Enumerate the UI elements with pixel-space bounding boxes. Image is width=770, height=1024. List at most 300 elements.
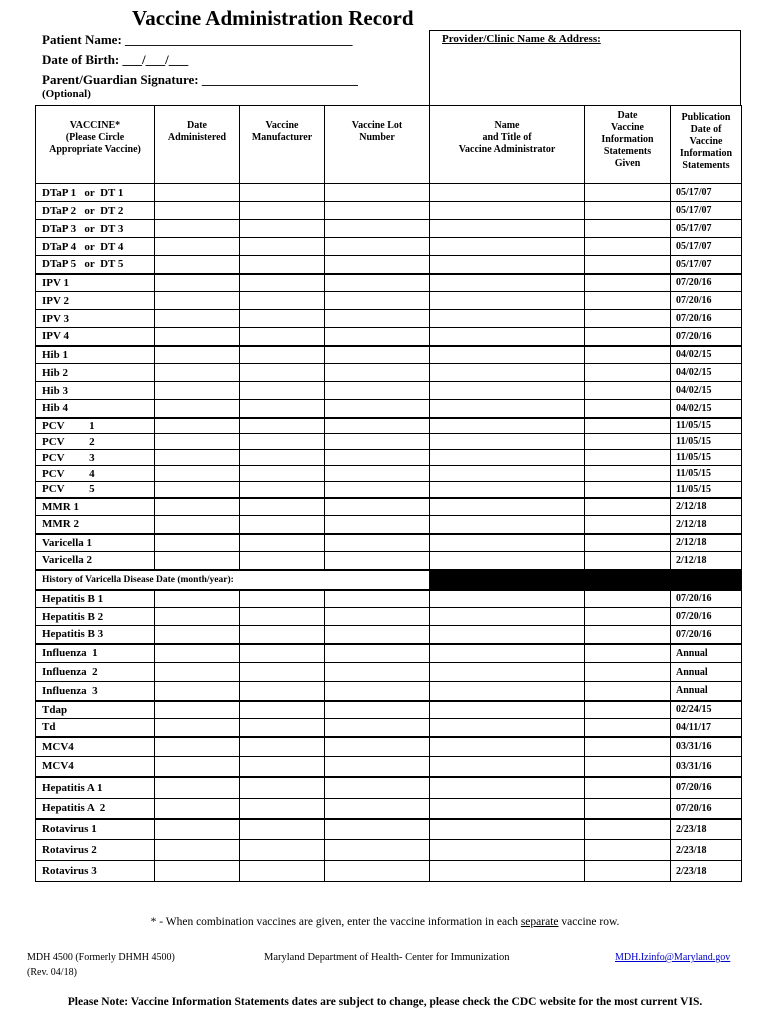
col-header-administrator: Name and Title of Vaccine Administrator bbox=[430, 106, 585, 184]
table-row bbox=[36, 418, 742, 434]
manufacturer-input-cell[interactable] bbox=[240, 682, 325, 701]
lot-number-input-cell[interactable] bbox=[325, 719, 430, 737]
table-row bbox=[36, 450, 742, 466]
vis-given-input-cell[interactable] bbox=[585, 626, 671, 644]
vis-given-input-cell[interactable] bbox=[585, 840, 671, 861]
lot-number-input-cell[interactable] bbox=[325, 590, 430, 608]
manufacturer-input-cell[interactable] bbox=[240, 400, 325, 418]
administrator-input-cell[interactable] bbox=[430, 682, 585, 701]
lot-number-input-cell[interactable] bbox=[325, 861, 430, 882]
manufacturer-input-cell[interactable] bbox=[240, 466, 325, 482]
administrator-input-cell[interactable] bbox=[430, 590, 585, 608]
col-header-publication-date: Publication Date of Vaccine Information Statements bbox=[671, 106, 742, 184]
manufacturer-input-cell[interactable] bbox=[240, 364, 325, 382]
vis-given-input-cell[interactable] bbox=[585, 819, 671, 840]
lot-number-input-cell[interactable] bbox=[325, 498, 430, 516]
vaccine-name-cell: PCV 2 bbox=[36, 434, 155, 450]
administrator-input-cell[interactable] bbox=[430, 220, 585, 238]
vaccine-name-cell: DTaP 4 or DT 4 bbox=[36, 238, 155, 256]
lot-number-input-cell[interactable] bbox=[325, 608, 430, 626]
administrator-input-cell[interactable] bbox=[430, 450, 585, 466]
vis-given-input-cell[interactable] bbox=[585, 682, 671, 701]
date-administered-input-cell[interactable] bbox=[155, 274, 240, 292]
vaccine-name-cell: Hib 1 bbox=[36, 346, 155, 364]
date-administered-input-cell[interactable] bbox=[155, 450, 240, 466]
administrator-input-cell[interactable] bbox=[430, 400, 585, 418]
date-administered-input-cell[interactable] bbox=[155, 466, 240, 482]
lot-number-input-cell[interactable] bbox=[325, 434, 430, 450]
lot-number-input-cell[interactable] bbox=[325, 534, 430, 552]
administrator-input-cell[interactable] bbox=[430, 482, 585, 498]
administrator-input-cell[interactable] bbox=[430, 840, 585, 861]
vis-given-input-cell[interactable] bbox=[585, 534, 671, 552]
vaccine-name-cell: Td bbox=[36, 719, 155, 737]
date-administered-input-cell[interactable] bbox=[155, 418, 240, 434]
lot-number-input-cell[interactable] bbox=[325, 346, 430, 364]
blocked-cell-vis-given bbox=[585, 570, 671, 590]
vaccine-name-cell: MMR 1 bbox=[36, 498, 155, 516]
table-row bbox=[36, 608, 742, 626]
manufacturer-input-cell[interactable] bbox=[240, 450, 325, 466]
vis-given-input-cell[interactable] bbox=[585, 434, 671, 450]
vis-given-input-cell[interactable] bbox=[585, 608, 671, 626]
manufacturer-input-cell[interactable] bbox=[240, 310, 325, 328]
table-row bbox=[36, 238, 742, 256]
publication-date-cell: 07/20/16 bbox=[671, 626, 742, 644]
manufacturer-input-cell[interactable] bbox=[240, 777, 325, 799]
col-header-date-administered: Date Administered bbox=[155, 106, 240, 184]
manufacturer-input-cell[interactable] bbox=[240, 644, 325, 663]
lot-number-input-cell[interactable] bbox=[325, 701, 430, 719]
publication-date-cell: 11/05/15 bbox=[671, 434, 742, 450]
lot-number-input-cell[interactable] bbox=[325, 418, 430, 434]
manufacturer-input-cell[interactable] bbox=[240, 663, 325, 682]
lot-number-input-cell[interactable] bbox=[325, 364, 430, 382]
lot-number-input-cell[interactable] bbox=[325, 552, 430, 570]
publication-date-cell: 07/20/16 bbox=[671, 292, 742, 310]
lot-number-input-cell[interactable] bbox=[325, 777, 430, 799]
date-administered-input-cell[interactable] bbox=[155, 328, 240, 346]
lot-number-input-cell[interactable] bbox=[325, 482, 430, 498]
manufacturer-input-cell[interactable] bbox=[240, 220, 325, 238]
vis-given-input-cell[interactable] bbox=[585, 202, 671, 220]
administrator-input-cell[interactable] bbox=[430, 256, 585, 274]
patient-name-field[interactable]: Patient Name: ___________________________________ bbox=[42, 32, 353, 47]
publication-date-cell: 2/23/18 bbox=[671, 840, 742, 861]
vaccine-name-cell: IPV 4 bbox=[36, 328, 155, 346]
vis-given-input-cell[interactable] bbox=[585, 701, 671, 719]
vaccine-name-cell: Varicella 2 bbox=[36, 552, 155, 570]
lot-number-input-cell[interactable] bbox=[325, 274, 430, 292]
manufacturer-input-cell[interactable] bbox=[240, 434, 325, 450]
lot-number-input-cell[interactable] bbox=[325, 292, 430, 310]
date-administered-input-cell[interactable] bbox=[155, 256, 240, 274]
vis-given-input-cell[interactable] bbox=[585, 274, 671, 292]
administrator-input-cell[interactable] bbox=[430, 498, 585, 516]
vis-given-input-cell[interactable] bbox=[585, 238, 671, 256]
manufacturer-input-cell[interactable] bbox=[240, 840, 325, 861]
lot-number-input-cell[interactable] bbox=[325, 644, 430, 663]
table-row bbox=[36, 682, 742, 701]
blocked-cell-administrator bbox=[430, 570, 585, 590]
vis-disclaimer: Please Note: Vaccine Information Statements dates are subject to change, please check the CDC website for the most current VIS. bbox=[67, 996, 703, 1008]
vaccine-name-cell: Hib 2 bbox=[36, 364, 155, 382]
provider-label: Provider/Clinic Name & Address: bbox=[442, 33, 601, 45]
vaccine-name-cell: Hepatitis B 3 bbox=[36, 626, 155, 644]
vis-given-input-cell[interactable] bbox=[585, 466, 671, 482]
date-administered-input-cell[interactable] bbox=[155, 534, 240, 552]
vis-given-input-cell[interactable] bbox=[585, 516, 671, 534]
manufacturer-input-cell[interactable] bbox=[240, 274, 325, 292]
table-row bbox=[36, 274, 742, 292]
lot-number-input-cell[interactable] bbox=[325, 840, 430, 861]
lot-number-input-cell[interactable] bbox=[325, 799, 430, 819]
publication-date-cell: 07/20/16 bbox=[671, 310, 742, 328]
vaccine-name-cell: Rotavirus 3 bbox=[36, 861, 155, 882]
administrator-input-cell[interactable] bbox=[430, 608, 585, 626]
lot-number-input-cell[interactable] bbox=[325, 663, 430, 682]
vaccine-name-cell: PCV 1 bbox=[36, 418, 155, 434]
date-administered-input-cell[interactable] bbox=[155, 682, 240, 701]
administrator-input-cell[interactable] bbox=[430, 364, 585, 382]
date-administered-input-cell[interactable] bbox=[155, 184, 240, 202]
manufacturer-input-cell[interactable] bbox=[240, 552, 325, 570]
administrator-input-cell[interactable] bbox=[430, 202, 585, 220]
contact-email-link[interactable]: MDH.Izinfo@Maryland.gov bbox=[615, 952, 731, 963]
lot-number-input-cell[interactable] bbox=[325, 450, 430, 466]
vaccine-name-cell: Rotavirus 2 bbox=[36, 840, 155, 861]
col-header-manufacturer: Vaccine Manufacturer bbox=[240, 106, 325, 184]
date-administered-input-cell[interactable] bbox=[155, 757, 240, 777]
date-administered-input-cell[interactable] bbox=[155, 840, 240, 861]
table-row bbox=[36, 819, 742, 840]
manufacturer-input-cell[interactable] bbox=[240, 861, 325, 882]
publication-date-cell: 07/20/16 bbox=[671, 608, 742, 626]
manufacturer-input-cell[interactable] bbox=[240, 482, 325, 498]
vaccine-name-cell: PCV 5 bbox=[36, 482, 155, 498]
vis-given-input-cell[interactable] bbox=[585, 757, 671, 777]
publication-date-cell: 11/05/15 bbox=[671, 450, 742, 466]
col-header-vis-given: Date Vaccine Information Statements Given bbox=[585, 106, 671, 184]
date-administered-input-cell[interactable] bbox=[155, 701, 240, 719]
publication-date-cell: 04/11/17 bbox=[671, 719, 742, 737]
publication-date-cell: 11/05/15 bbox=[671, 482, 742, 498]
administrator-input-cell[interactable] bbox=[430, 274, 585, 292]
lot-number-input-cell[interactable] bbox=[325, 184, 430, 202]
publication-date-cell: 2/12/18 bbox=[671, 498, 742, 516]
administrator-input-cell[interactable] bbox=[430, 382, 585, 400]
manufacturer-input-cell[interactable] bbox=[240, 737, 325, 757]
col-header-vaccine: VACCINE* (Please Circle Appropriate Vaccine) bbox=[36, 106, 155, 184]
vis-given-input-cell[interactable] bbox=[585, 644, 671, 663]
vis-given-input-cell[interactable] bbox=[585, 418, 671, 434]
vis-given-input-cell[interactable] bbox=[585, 346, 671, 364]
publication-date-cell: 03/31/16 bbox=[671, 757, 742, 777]
lot-number-input-cell[interactable] bbox=[325, 737, 430, 757]
administrator-input-cell[interactable] bbox=[430, 799, 585, 819]
vis-given-input-cell[interactable] bbox=[585, 364, 671, 382]
vis-given-input-cell[interactable] bbox=[585, 737, 671, 757]
vis-given-input-cell[interactable] bbox=[585, 552, 671, 570]
publication-date-cell: Annual bbox=[671, 644, 742, 663]
date-administered-input-cell[interactable] bbox=[155, 644, 240, 663]
administrator-input-cell[interactable] bbox=[430, 737, 585, 757]
manufacturer-input-cell[interactable] bbox=[240, 534, 325, 552]
department-name: Maryland Department of Health- Center for Immunization bbox=[264, 952, 510, 963]
publication-date-cell: 07/20/16 bbox=[671, 777, 742, 799]
vis-given-input-cell[interactable] bbox=[585, 256, 671, 274]
administrator-input-cell[interactable] bbox=[430, 626, 585, 644]
table-row bbox=[36, 799, 742, 819]
manufacturer-input-cell[interactable] bbox=[240, 292, 325, 310]
date-administered-input-cell[interactable] bbox=[155, 626, 240, 644]
separate-emphasis: separate bbox=[520, 916, 559, 928]
lot-number-input-cell[interactable] bbox=[325, 256, 430, 274]
page-title: Vaccine Administration Record bbox=[132, 6, 414, 30]
manufacturer-input-cell[interactable] bbox=[240, 346, 325, 364]
publication-date-cell: 2/23/18 bbox=[671, 819, 742, 840]
lot-number-input-cell[interactable] bbox=[325, 466, 430, 482]
lot-number-input-cell[interactable] bbox=[325, 682, 430, 701]
administrator-input-cell[interactable] bbox=[430, 757, 585, 777]
table-row bbox=[36, 861, 742, 882]
administrator-input-cell[interactable] bbox=[430, 292, 585, 310]
publication-date-cell: 03/31/16 bbox=[671, 737, 742, 757]
lot-number-input-cell[interactable] bbox=[325, 238, 430, 256]
date-administered-input-cell[interactable] bbox=[155, 482, 240, 498]
administrator-input-cell[interactable] bbox=[430, 861, 585, 882]
table-row bbox=[36, 466, 742, 482]
table-row bbox=[36, 400, 742, 418]
table-row bbox=[36, 552, 742, 570]
date-administered-input-cell[interactable] bbox=[155, 608, 240, 626]
vaccine-name-cell: Hepatitis B 2 bbox=[36, 608, 155, 626]
manufacturer-input-cell[interactable] bbox=[240, 719, 325, 737]
publication-date-cell: 04/02/15 bbox=[671, 364, 742, 382]
date-administered-input-cell[interactable] bbox=[155, 719, 240, 737]
table-row bbox=[36, 202, 742, 220]
administrator-input-cell[interactable] bbox=[430, 466, 585, 482]
publication-date-cell: 02/24/15 bbox=[671, 701, 742, 719]
blocked-cell-publication bbox=[671, 570, 742, 590]
table-header-row bbox=[36, 106, 742, 184]
table-row bbox=[36, 719, 742, 737]
publication-date-cell: Annual bbox=[671, 682, 742, 701]
manufacturer-input-cell[interactable] bbox=[240, 516, 325, 534]
vaccine-name-cell: MMR 2 bbox=[36, 516, 155, 534]
manufacturer-input-cell[interactable] bbox=[240, 701, 325, 719]
manufacturer-input-cell[interactable] bbox=[240, 590, 325, 608]
vis-given-input-cell[interactable] bbox=[585, 220, 671, 238]
table-row bbox=[36, 382, 742, 400]
varicella-history-field[interactable]: History of Varicella Disease Date (month/year): bbox=[36, 570, 430, 590]
vaccine-name-cell: Tdap bbox=[36, 701, 155, 719]
date-administered-input-cell[interactable] bbox=[155, 777, 240, 799]
vis-given-input-cell[interactable] bbox=[585, 184, 671, 202]
vis-given-input-cell[interactable] bbox=[585, 799, 671, 819]
vaccine-name-cell: Hepatitis B 1 bbox=[36, 590, 155, 608]
administrator-input-cell[interactable] bbox=[430, 310, 585, 328]
manufacturer-input-cell[interactable] bbox=[240, 256, 325, 274]
publication-date-cell: Annual bbox=[671, 663, 742, 682]
vaccine-name-cell: MCV4 bbox=[36, 737, 155, 757]
vaccine-name-cell: Rotavirus 1 bbox=[36, 819, 155, 840]
vaccine-name-cell: PCV 4 bbox=[36, 466, 155, 482]
date-administered-input-cell[interactable] bbox=[155, 346, 240, 364]
lot-number-input-cell[interactable] bbox=[325, 202, 430, 220]
vis-given-input-cell[interactable] bbox=[585, 719, 671, 737]
administrator-input-cell[interactable] bbox=[430, 346, 585, 364]
publication-date-cell: 05/17/07 bbox=[671, 256, 742, 274]
lot-number-input-cell[interactable] bbox=[325, 626, 430, 644]
guardian-signature-field[interactable]: Parent/Guardian Signature: ________________________ bbox=[42, 72, 358, 87]
lot-number-input-cell[interactable] bbox=[325, 819, 430, 840]
table-row bbox=[36, 292, 742, 310]
publication-date-cell: 2/12/18 bbox=[671, 534, 742, 552]
date-administered-input-cell[interactable] bbox=[155, 663, 240, 682]
publication-date-cell: 04/02/15 bbox=[671, 346, 742, 364]
publication-date-cell: 07/20/16 bbox=[671, 799, 742, 819]
publication-date-cell: 07/20/16 bbox=[671, 274, 742, 292]
vis-given-input-cell[interactable] bbox=[585, 777, 671, 799]
table-row bbox=[36, 626, 742, 644]
date-administered-input-cell[interactable] bbox=[155, 799, 240, 819]
administrator-input-cell[interactable] bbox=[430, 819, 585, 840]
vaccine-name-cell: Hepatitis A 2 bbox=[36, 799, 155, 819]
manufacturer-input-cell[interactable] bbox=[240, 202, 325, 220]
date-administered-input-cell[interactable] bbox=[155, 220, 240, 238]
vaccine-name-cell: Influenza 3 bbox=[36, 682, 155, 701]
administrator-input-cell[interactable] bbox=[430, 418, 585, 434]
vis-given-input-cell[interactable] bbox=[585, 400, 671, 418]
vaccine-name-cell: Varicella 1 bbox=[36, 534, 155, 552]
vis-given-input-cell[interactable] bbox=[585, 328, 671, 346]
vis-given-input-cell[interactable] bbox=[585, 663, 671, 682]
vaccine-name-cell: IPV 3 bbox=[36, 310, 155, 328]
date-administered-input-cell[interactable] bbox=[155, 434, 240, 450]
table-row bbox=[36, 663, 742, 682]
vis-given-input-cell[interactable] bbox=[585, 498, 671, 516]
manufacturer-input-cell[interactable] bbox=[240, 626, 325, 644]
vaccine-name-cell: DTaP 1 or DT 1 bbox=[36, 184, 155, 202]
publication-date-cell: 11/05/15 bbox=[671, 466, 742, 482]
administrator-input-cell[interactable] bbox=[430, 663, 585, 682]
table-row bbox=[36, 498, 742, 516]
vis-given-input-cell[interactable] bbox=[585, 382, 671, 400]
date-administered-input-cell[interactable] bbox=[155, 590, 240, 608]
publication-date-cell: 2/12/18 bbox=[671, 552, 742, 570]
vis-given-input-cell[interactable] bbox=[585, 450, 671, 466]
table-row bbox=[36, 534, 742, 552]
vaccine-name-cell: IPV 1 bbox=[36, 274, 155, 292]
administrator-input-cell[interactable] bbox=[430, 644, 585, 663]
date-administered-input-cell[interactable] bbox=[155, 202, 240, 220]
lot-number-input-cell[interactable] bbox=[325, 328, 430, 346]
table-row bbox=[36, 310, 742, 328]
administrator-input-cell[interactable] bbox=[430, 328, 585, 346]
manufacturer-input-cell[interactable] bbox=[240, 184, 325, 202]
manufacturer-input-cell[interactable] bbox=[240, 498, 325, 516]
lot-number-input-cell[interactable] bbox=[325, 400, 430, 418]
vis-given-input-cell[interactable] bbox=[585, 482, 671, 498]
vaccine-name-cell: Influenza 1 bbox=[36, 644, 155, 663]
date-administered-input-cell[interactable] bbox=[155, 737, 240, 757]
optional-label: (Optional) bbox=[42, 88, 91, 100]
table-row bbox=[36, 328, 742, 346]
table-row bbox=[36, 220, 742, 238]
administrator-input-cell[interactable] bbox=[430, 238, 585, 256]
date-administered-input-cell[interactable] bbox=[155, 310, 240, 328]
vis-given-input-cell[interactable] bbox=[585, 590, 671, 608]
date-administered-input-cell[interactable] bbox=[155, 364, 240, 382]
administrator-input-cell[interactable] bbox=[430, 534, 585, 552]
publication-date-cell: 05/17/07 bbox=[671, 238, 742, 256]
col-header-lot-number: Vaccine Lot Number bbox=[325, 106, 430, 184]
lot-number-input-cell[interactable] bbox=[325, 516, 430, 534]
varicella-history-row bbox=[36, 570, 742, 590]
date-administered-input-cell[interactable] bbox=[155, 382, 240, 400]
publication-date-cell: 04/02/15 bbox=[671, 382, 742, 400]
combination-vaccine-note: * - When combination vaccines are given, enter the vaccine information in each separate vaccine row. bbox=[150, 916, 620, 928]
table-row bbox=[36, 840, 742, 861]
lot-number-input-cell[interactable] bbox=[325, 382, 430, 400]
manufacturer-input-cell[interactable] bbox=[240, 238, 325, 256]
administrator-input-cell[interactable] bbox=[430, 719, 585, 737]
publication-date-cell: 07/20/16 bbox=[671, 590, 742, 608]
date-administered-input-cell[interactable] bbox=[155, 819, 240, 840]
table-row bbox=[36, 346, 742, 364]
table-row bbox=[36, 737, 742, 757]
manufacturer-input-cell[interactable] bbox=[240, 757, 325, 777]
manufacturer-input-cell[interactable] bbox=[240, 382, 325, 400]
date-of-birth-field[interactable]: Date of Birth: ___/___/___ bbox=[42, 52, 189, 67]
publication-date-cell: 2/23/18 bbox=[671, 861, 742, 882]
manufacturer-input-cell[interactable] bbox=[240, 328, 325, 346]
vis-given-input-cell[interactable] bbox=[585, 310, 671, 328]
date-administered-input-cell[interactable] bbox=[155, 552, 240, 570]
vis-given-input-cell[interactable] bbox=[585, 292, 671, 310]
publication-date-cell: 05/17/07 bbox=[671, 184, 742, 202]
administrator-input-cell[interactable] bbox=[430, 434, 585, 450]
date-administered-input-cell[interactable] bbox=[155, 861, 240, 882]
administrator-input-cell[interactable] bbox=[430, 184, 585, 202]
lot-number-input-cell[interactable] bbox=[325, 220, 430, 238]
table-row bbox=[36, 256, 742, 274]
table-row bbox=[36, 644, 742, 663]
date-administered-input-cell[interactable] bbox=[155, 292, 240, 310]
vaccine-record-table bbox=[35, 105, 742, 882]
administrator-input-cell[interactable] bbox=[430, 701, 585, 719]
date-administered-input-cell[interactable] bbox=[155, 238, 240, 256]
date-administered-input-cell[interactable] bbox=[155, 498, 240, 516]
manufacturer-input-cell[interactable] bbox=[240, 608, 325, 626]
administrator-input-cell[interactable] bbox=[430, 552, 585, 570]
manufacturer-input-cell[interactable] bbox=[240, 799, 325, 819]
manufacturer-input-cell[interactable] bbox=[240, 819, 325, 840]
manufacturer-input-cell[interactable] bbox=[240, 418, 325, 434]
date-administered-input-cell[interactable] bbox=[155, 516, 240, 534]
vis-given-input-cell[interactable] bbox=[585, 861, 671, 882]
lot-number-input-cell[interactable] bbox=[325, 310, 430, 328]
publication-date-cell: 07/20/16 bbox=[671, 328, 742, 346]
date-administered-input-cell[interactable] bbox=[155, 400, 240, 418]
administrator-input-cell[interactable] bbox=[430, 516, 585, 534]
table-row bbox=[36, 777, 742, 799]
administrator-input-cell[interactable] bbox=[430, 777, 585, 799]
lot-number-input-cell[interactable] bbox=[325, 757, 430, 777]
vaccine-name-cell: Influenza 2 bbox=[36, 663, 155, 682]
table-row bbox=[36, 590, 742, 608]
